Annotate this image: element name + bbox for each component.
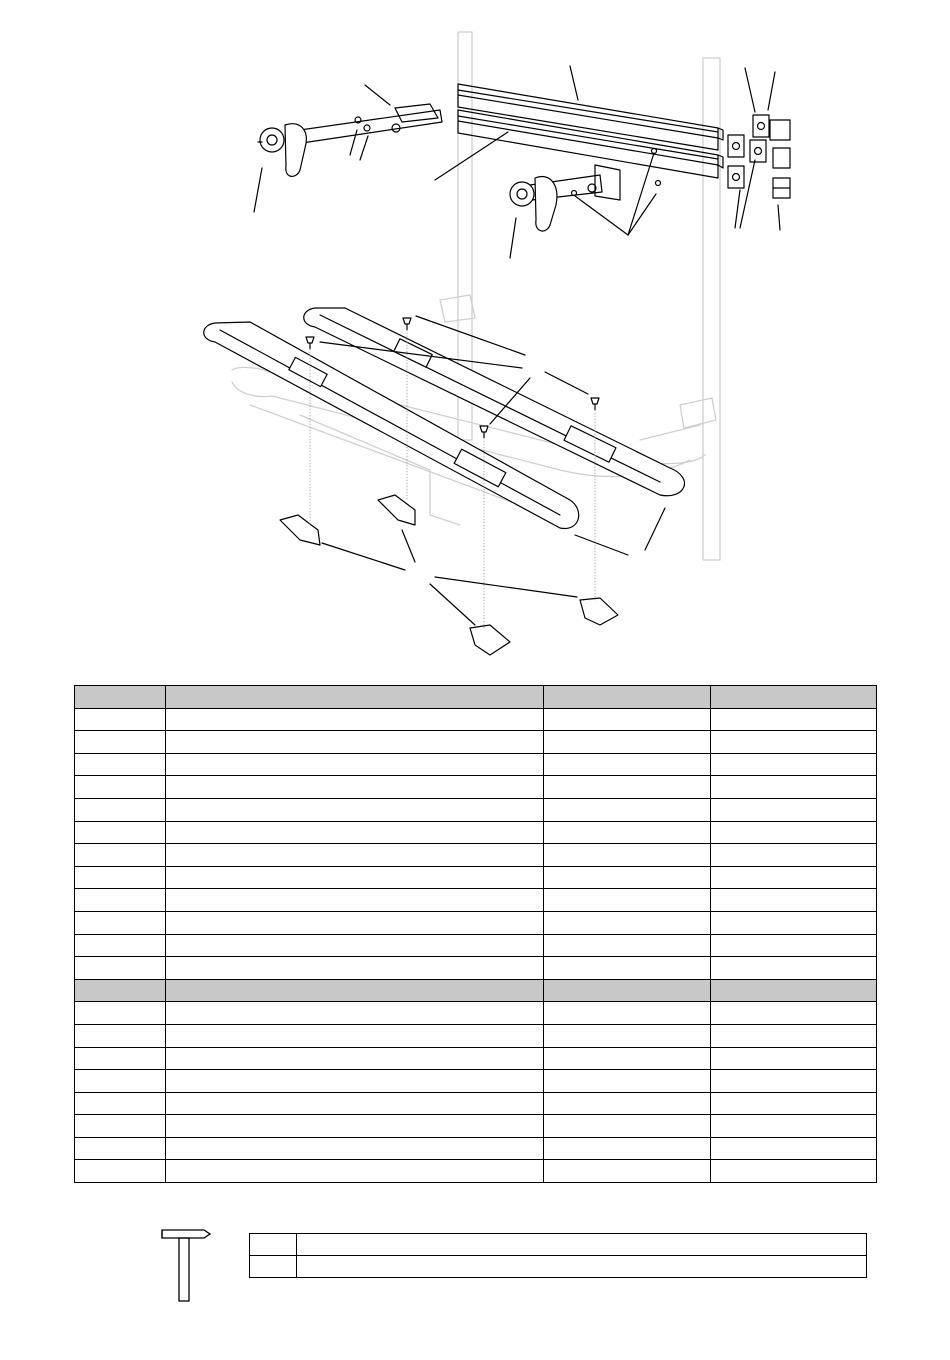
table-cell — [75, 957, 166, 980]
table-cell — [711, 979, 877, 1002]
table-row — [250, 1256, 867, 1278]
table-cell — [711, 1047, 877, 1070]
table-cell — [166, 731, 544, 754]
table-cell — [166, 708, 544, 731]
table-cell — [75, 979, 166, 1002]
table-row — [75, 1047, 877, 1070]
left-arm-assembly — [258, 104, 442, 176]
table-cell — [711, 1160, 877, 1183]
table-row — [75, 798, 877, 821]
table-cell — [166, 844, 544, 867]
table-cell — [166, 911, 544, 934]
table-cell — [544, 911, 711, 934]
table-cell — [711, 1070, 877, 1093]
table-row — [75, 821, 877, 844]
table-row — [75, 934, 877, 957]
table-cell — [75, 866, 166, 889]
table-cell — [166, 1002, 544, 1025]
table-cell — [166, 1047, 544, 1070]
table-cell — [544, 1115, 711, 1138]
table-cell — [544, 731, 711, 754]
table-cell — [75, 821, 166, 844]
table-cell — [544, 957, 711, 980]
table-cell — [711, 957, 877, 980]
table-cell — [544, 753, 711, 776]
table-cell — [711, 1115, 877, 1138]
table-cell — [544, 844, 711, 867]
table-cell — [544, 979, 711, 1002]
table-row — [75, 1070, 877, 1093]
middle-arm-assembly — [510, 149, 661, 232]
leader-lines — [254, 66, 780, 625]
table-cell — [166, 957, 544, 980]
table-cell — [75, 731, 166, 754]
table-cell — [75, 1002, 166, 1025]
table-header-row — [75, 686, 877, 709]
table-cell — [711, 821, 877, 844]
table-cell — [75, 753, 166, 776]
table-cell — [544, 798, 711, 821]
table-cell — [75, 708, 166, 731]
column-header — [166, 686, 544, 709]
table-cell — [75, 1115, 166, 1138]
table-cell — [544, 1002, 711, 1025]
assembly-diagram — [0, 0, 950, 672]
tools-table — [249, 1233, 867, 1278]
table-cell — [544, 1070, 711, 1093]
table-row — [75, 911, 877, 934]
column-header — [711, 686, 877, 709]
table-row — [75, 753, 877, 776]
table-cell — [75, 798, 166, 821]
table-cell — [544, 889, 711, 912]
hammer-icon — [158, 1220, 214, 1304]
table-cell — [166, 979, 544, 1002]
table-cell — [166, 1160, 544, 1183]
table-row — [250, 1234, 867, 1256]
table-cell — [711, 1137, 877, 1160]
table-cell — [166, 866, 544, 889]
table-cell — [166, 776, 544, 799]
table-row — [75, 1092, 877, 1115]
table-cell — [75, 1092, 166, 1115]
table-cell — [544, 1137, 711, 1160]
table-cell — [711, 911, 877, 934]
table-cell — [250, 1234, 297, 1256]
table-cell — [544, 708, 711, 731]
table-row — [75, 1024, 877, 1047]
table-row — [75, 708, 877, 731]
table-cell — [166, 753, 544, 776]
table-cell — [711, 844, 877, 867]
table-row — [75, 776, 877, 799]
table-cell — [166, 1070, 544, 1093]
table-cell — [711, 798, 877, 821]
table-cell — [544, 866, 711, 889]
table-cell — [711, 753, 877, 776]
table-cell — [75, 1024, 166, 1047]
table-row — [75, 1137, 877, 1160]
table-cell — [544, 1160, 711, 1183]
table-row — [75, 1115, 877, 1138]
table-cell — [75, 844, 166, 867]
table-cell — [166, 1092, 544, 1115]
table-row — [75, 844, 877, 867]
parts-list-table — [74, 685, 877, 1183]
table-cell — [75, 1070, 166, 1093]
table-cell — [711, 1002, 877, 1025]
table-cell — [297, 1234, 867, 1256]
column-header — [544, 686, 711, 709]
table-cell — [711, 1024, 877, 1047]
table-cell — [166, 1024, 544, 1047]
table-cell — [166, 1137, 544, 1160]
column-header — [75, 686, 166, 709]
table-row — [75, 731, 877, 754]
table-cell — [711, 731, 877, 754]
table-cell — [711, 708, 877, 731]
table-cell — [75, 934, 166, 957]
table-cell — [544, 821, 711, 844]
table-cell — [166, 821, 544, 844]
wall-brackets — [728, 115, 790, 198]
table-row — [75, 866, 877, 889]
table-cell — [250, 1256, 297, 1278]
table-cell — [166, 798, 544, 821]
table-cell — [711, 1092, 877, 1115]
table-cell — [166, 889, 544, 912]
table-row — [75, 1002, 877, 1025]
table-cell — [544, 1047, 711, 1070]
table-cell — [75, 776, 166, 799]
table-cell — [711, 934, 877, 957]
table-section-row — [75, 979, 877, 1002]
table-cell — [297, 1256, 867, 1278]
table-cell — [166, 934, 544, 957]
table-cell — [75, 889, 166, 912]
table-cell — [75, 1047, 166, 1070]
table-cell — [544, 1092, 711, 1115]
table-cell — [544, 776, 711, 799]
table-cell — [544, 934, 711, 957]
table-row — [75, 1160, 877, 1183]
table-cell — [711, 866, 877, 889]
table-cell — [75, 1137, 166, 1160]
table-cell — [544, 1024, 711, 1047]
table-row — [75, 889, 877, 912]
table-cell — [711, 889, 877, 912]
table-cell — [75, 911, 166, 934]
table-row — [75, 957, 877, 980]
table-cell — [166, 1115, 544, 1138]
table-cell — [711, 776, 877, 799]
table-cell — [75, 1160, 166, 1183]
